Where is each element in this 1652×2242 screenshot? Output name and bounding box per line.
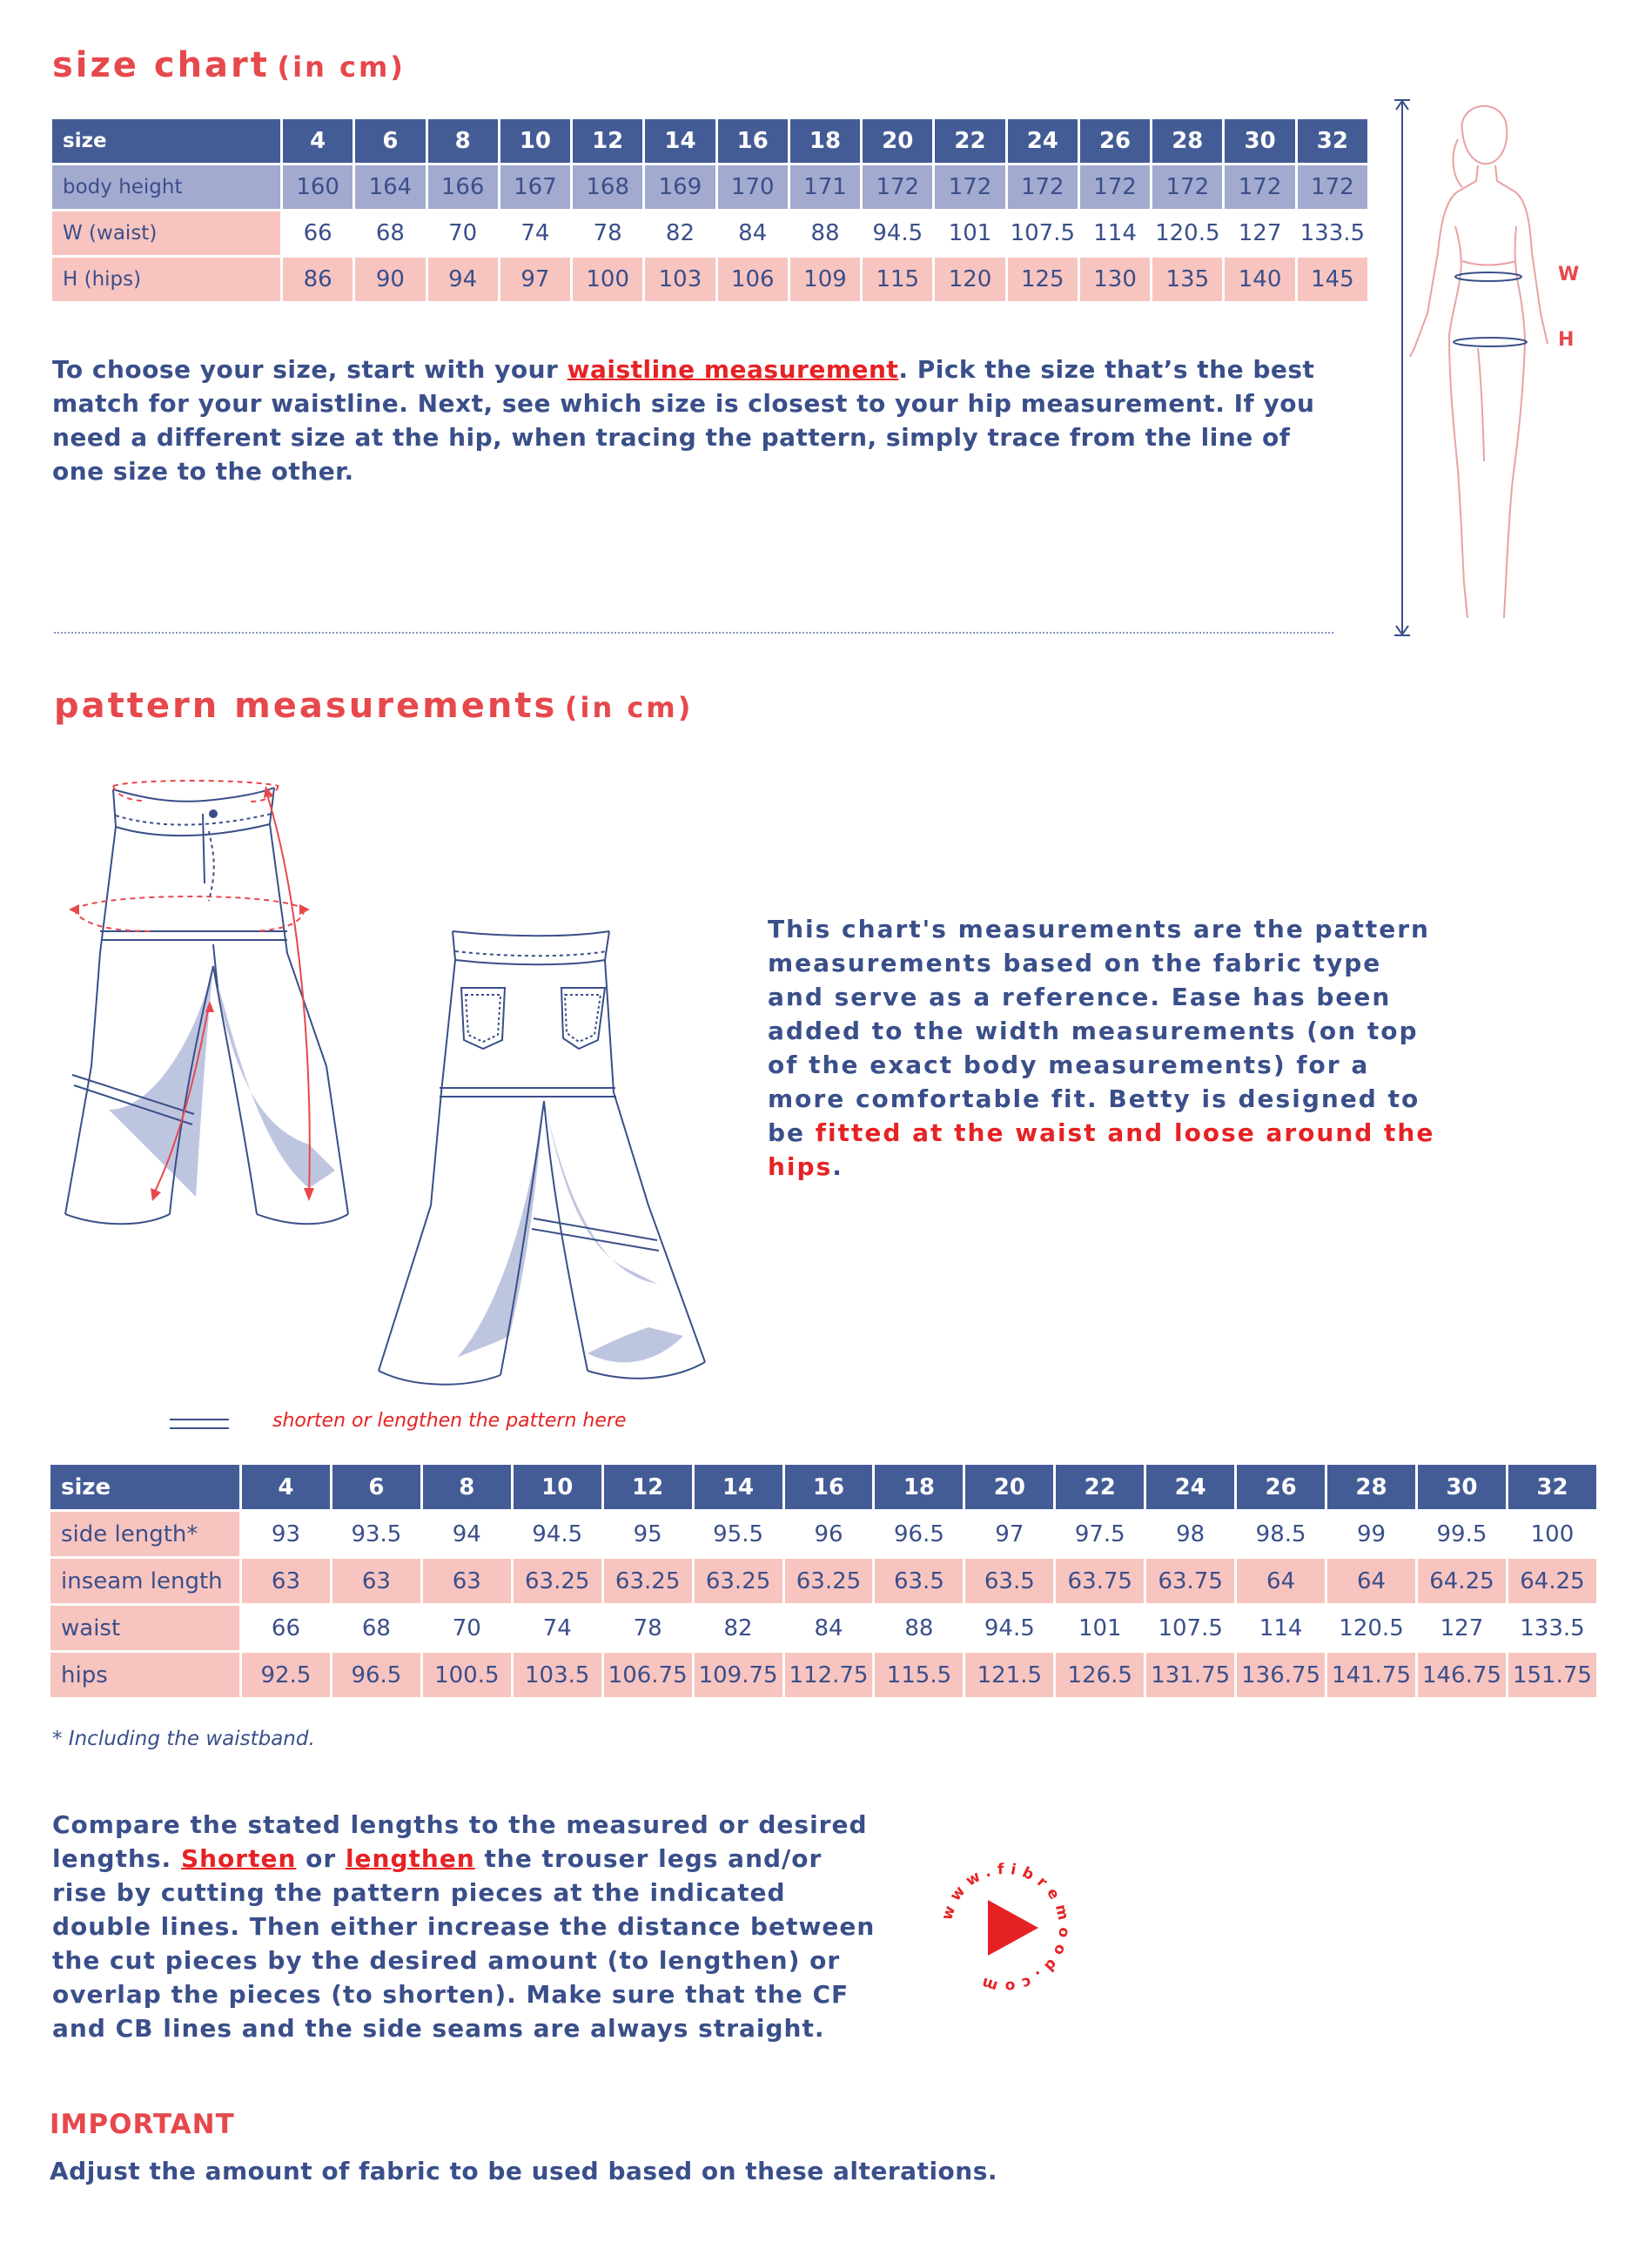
table-cell: 151.75 (1507, 1652, 1597, 1699)
table-cell: 70 (426, 211, 499, 257)
table-cell: 63.5 (964, 1558, 1055, 1605)
table-cell: 93.5 (331, 1511, 421, 1558)
pattern-header-row (50, 1464, 1598, 1511)
table-cell: 90 (354, 257, 426, 303)
table-cell: 64.25 (1416, 1558, 1507, 1605)
table-cell: 93 (241, 1511, 332, 1558)
logo-circular-text: www.fibremood.com (938, 1860, 1073, 1996)
table-cell: 95.5 (693, 1511, 783, 1558)
table-cell: 172 (1224, 164, 1296, 211)
table-cell: 103.5 (512, 1652, 602, 1699)
table-cell: 121.5 (964, 1652, 1055, 1699)
size-header-row (51, 118, 1369, 164)
shorten-lengthen-legend-icon (170, 1419, 229, 1429)
table-cell: 63.25 (783, 1558, 874, 1605)
important-text: Adjust the amount of fabric to be used based on these alterations. (50, 2157, 998, 2185)
table-cell: 115.5 (874, 1652, 964, 1699)
table-cell: 84 (716, 211, 789, 257)
play-triangle-icon (988, 1900, 1038, 1956)
size-header-label: size (51, 118, 282, 164)
row-label: inseam length (50, 1558, 241, 1605)
table-cell: 172 (862, 164, 934, 211)
alterations-or: or (296, 1844, 346, 1873)
table-cell: 106 (716, 257, 789, 303)
table-cell: 170 (716, 164, 789, 211)
table-footnote: * Including the waistband. (52, 1728, 315, 1750)
pattern-measurements-title (54, 686, 693, 726)
table-cell: 94 (421, 1511, 512, 1558)
table-cell: 63.75 (1145, 1558, 1236, 1605)
row-label: H (hips) (51, 257, 282, 303)
table-cell: 96.5 (331, 1652, 421, 1699)
size-header-cell: 30 (1416, 1464, 1507, 1511)
table-cell: 78 (602, 1605, 693, 1652)
table-cell: 127 (1416, 1605, 1507, 1652)
table-cell: 107.5 (1006, 211, 1078, 257)
waist-row (50, 1605, 1598, 1652)
size-header-cell: 10 (512, 1464, 602, 1511)
pattern-description-part2: . (832, 1152, 843, 1181)
table-cell: 135 (1152, 257, 1224, 303)
size-header-cell: 14 (693, 1464, 783, 1511)
table-cell: 115 (862, 257, 934, 303)
inseam-length-row (50, 1558, 1598, 1605)
table-cell: 140 (1224, 257, 1296, 303)
size-chart-unit: (in cm) (277, 50, 406, 84)
side-length-row (50, 1511, 1598, 1558)
hips-row (50, 1652, 1598, 1699)
row-label: hips (50, 1652, 241, 1699)
table-cell: 169 (644, 164, 716, 211)
table-cell: 82 (644, 211, 716, 257)
table-cell: 172 (1296, 164, 1368, 211)
table-cell: 64 (1326, 1558, 1417, 1605)
table-cell: 92.5 (241, 1652, 332, 1699)
alterations-line1: Compare the stated lengths to the measured or desired lengths. (52, 1810, 868, 1873)
row-label: body height (51, 164, 282, 211)
table-cell: 97 (499, 257, 571, 303)
table-cell: 145 (1296, 257, 1368, 303)
size-header-cell: 6 (331, 1464, 421, 1511)
table-cell: 96 (783, 1511, 874, 1558)
play-logo-icon (927, 1849, 1084, 2006)
size-header-cell: 8 (421, 1464, 512, 1511)
table-cell: 63.5 (874, 1558, 964, 1605)
pattern-title-text: pattern measurements (54, 686, 558, 726)
table-cell: 120 (934, 257, 1006, 303)
table-cell: 63.25 (512, 1558, 602, 1605)
row-label: side length* (50, 1511, 241, 1558)
size-header-cell: 24 (1145, 1464, 1236, 1511)
size-header-cell: 30 (1224, 118, 1296, 164)
size-intro-part1: To choose your size, start with your (52, 355, 567, 384)
table-cell: 94.5 (512, 1511, 602, 1558)
table-cell: 74 (499, 211, 571, 257)
alterations-paragraph (52, 1808, 879, 2045)
table-cell: 101 (934, 211, 1006, 257)
table-cell: 97.5 (1055, 1511, 1145, 1558)
table-cell: 99 (1326, 1511, 1417, 1558)
table-cell: 100 (1507, 1511, 1597, 1558)
table-cell: 114 (1078, 211, 1151, 257)
table-cell: 64.25 (1507, 1558, 1597, 1605)
table-cell: 109 (789, 257, 861, 303)
size-header-cell: 22 (934, 118, 1006, 164)
table-cell: 63.75 (1055, 1558, 1145, 1605)
size-intro-part2: . Pick the size that’s the best match for your waistline. Next, see which size is closest to your hip measurement. If you need a different size at the hip, when tracing the pattern, simply trace from the line of one size to the other. (52, 355, 1315, 486)
fibremood-logo[interactable] (927, 1849, 1084, 2006)
table-cell: 114 (1236, 1605, 1326, 1652)
alterations-rest: the trouser legs and/or rise by cutting the pattern pieces at the indicated double lines. Then either increase the distance between the cut pieces by the desired amount (to lengthen) or overlap the pieces (to shorten). Make sure that the CF and CB lines and the side seams are always straight. (52, 1844, 876, 2043)
table-cell: 66 (241, 1605, 332, 1652)
table-cell: 130 (1078, 257, 1151, 303)
size-header-cell: 8 (426, 118, 499, 164)
button-icon (209, 809, 218, 818)
size-header-cell: 18 (789, 118, 861, 164)
table-cell: 164 (354, 164, 426, 211)
table-cell: 74 (512, 1605, 602, 1652)
table-cell: 101 (1055, 1605, 1145, 1652)
pattern-header-label: size (50, 1464, 241, 1511)
waist-ellipse (1455, 272, 1521, 281)
size-header-cell: 4 (241, 1464, 332, 1511)
size-chart-table (50, 117, 1370, 304)
size-header-cell: 26 (1078, 118, 1151, 164)
section-divider (54, 632, 1333, 634)
lengthen-link[interactable]: lengthen (345, 1844, 475, 1873)
table-cell: 68 (354, 211, 426, 257)
table-cell: 88 (789, 211, 861, 257)
size-header-cell: 18 (874, 1464, 964, 1511)
table-cell: 168 (572, 164, 644, 211)
row-label: waist (50, 1605, 241, 1652)
table-cell: 120.5 (1326, 1605, 1417, 1652)
table-cell: 68 (331, 1605, 421, 1652)
size-header-cell: 22 (1055, 1464, 1145, 1511)
hips-ellipse (1454, 338, 1527, 346)
table-cell: 94.5 (862, 211, 934, 257)
table-cell: 99.5 (1416, 1511, 1507, 1558)
shorten-lengthen-legend-text: shorten or lengthen the pattern here (272, 1410, 627, 1432)
size-chart-title (52, 45, 406, 85)
row-label: W (waist) (51, 211, 282, 257)
size-header-cell: 16 (716, 118, 789, 164)
size-header-cell: 14 (644, 118, 716, 164)
table-cell: 166 (426, 164, 499, 211)
table-cell: 126.5 (1055, 1652, 1145, 1699)
table-cell: 133.5 (1296, 211, 1368, 257)
hips-row (51, 257, 1369, 303)
table-cell: 86 (282, 257, 354, 303)
table-cell: 63.25 (693, 1558, 783, 1605)
height-arrow (1394, 100, 1410, 635)
table-cell: 64 (1236, 1558, 1326, 1605)
table-cell: 100 (572, 257, 644, 303)
table-cell: 103 (644, 257, 716, 303)
size-header-cell: 12 (572, 118, 644, 164)
size-header-cell: 12 (602, 1464, 693, 1511)
table-cell: 112.75 (783, 1652, 874, 1699)
table-cell: 133.5 (1507, 1605, 1597, 1652)
table-cell: 172 (1006, 164, 1078, 211)
table-cell: 120.5 (1152, 211, 1224, 257)
table-cell: 82 (693, 1605, 783, 1652)
table-cell: 172 (1078, 164, 1151, 211)
table-cell: 94 (426, 257, 499, 303)
size-header-cell: 32 (1507, 1464, 1597, 1511)
table-cell: 136.75 (1236, 1652, 1326, 1699)
size-header-cell: 20 (964, 1464, 1055, 1511)
table-cell: 141.75 (1326, 1652, 1417, 1699)
table-cell: 63 (421, 1558, 512, 1605)
table-cell: 109.75 (693, 1652, 783, 1699)
size-header-cell: 28 (1326, 1464, 1417, 1511)
table-cell: 70 (421, 1605, 512, 1652)
waistline-measurement-link[interactable]: waistline measurement (567, 355, 899, 384)
table-cell: 127 (1224, 211, 1296, 257)
table-cell: 171 (789, 164, 861, 211)
trousers-front-illustration (48, 779, 379, 1258)
waist-row (51, 211, 1369, 257)
table-cell: 84 (783, 1605, 874, 1652)
table-cell: 146.75 (1416, 1652, 1507, 1699)
pattern-description (768, 912, 1447, 1184)
table-cell: 98 (1145, 1511, 1236, 1558)
size-header-cell: 6 (354, 118, 426, 164)
table-cell: 125 (1006, 257, 1078, 303)
size-header-cell: 28 (1152, 118, 1224, 164)
table-cell: 88 (874, 1605, 964, 1652)
table-cell: 95 (602, 1511, 693, 1558)
table-cell: 106.75 (602, 1652, 693, 1699)
woman-figure-outline (1410, 106, 1548, 618)
pattern-title-unit: (in cm) (564, 691, 694, 724)
table-cell: 63 (241, 1558, 332, 1605)
table-cell: 131.75 (1145, 1652, 1236, 1699)
waist-label: W (1558, 264, 1580, 285)
table-cell: 98.5 (1236, 1511, 1326, 1558)
table-cell: 63.25 (602, 1558, 693, 1605)
table-cell: 94.5 (964, 1605, 1055, 1652)
trousers-back-illustration (370, 918, 709, 1388)
size-header-cell: 26 (1236, 1464, 1326, 1511)
size-header-cell: 16 (783, 1464, 874, 1511)
size-header-cell: 24 (1006, 118, 1078, 164)
size-header-cell: 10 (499, 118, 571, 164)
table-cell: 160 (282, 164, 354, 211)
table-cell: 96.5 (874, 1511, 964, 1558)
table-cell: 107.5 (1145, 1605, 1236, 1652)
table-cell: 172 (934, 164, 1006, 211)
table-cell: 100.5 (421, 1652, 512, 1699)
size-header-cell: 32 (1296, 118, 1368, 164)
body-height-row (51, 164, 1369, 211)
table-cell: 78 (572, 211, 644, 257)
hips-label: H (1558, 329, 1575, 351)
table-cell: 63 (331, 1558, 421, 1605)
table-cell: 97 (964, 1511, 1055, 1558)
pattern-measurements-table (48, 1462, 1599, 1700)
size-intro-paragraph (52, 352, 1340, 488)
shorten-link[interactable]: Shorten (180, 1844, 297, 1873)
table-cell: 172 (1152, 164, 1224, 211)
size-chart-title-text: size chart (52, 45, 270, 85)
table-cell: 167 (499, 164, 571, 211)
pattern-description-highlight: fitted at the waist and loose around the hips (768, 1118, 1435, 1181)
size-header-cell: 20 (862, 118, 934, 164)
important-heading: IMPORTANT (50, 2109, 235, 2140)
size-header-cell: 4 (282, 118, 354, 164)
body-figure-illustration (1375, 96, 1610, 644)
table-cell: 66 (282, 211, 354, 257)
pattern-description-part1: This chart's measurements are the pattern measurements based on the fabric type and serve as a reference. Ease has been added to the width measurements (on top of the exact body measurements) for a more comfortable fit. Betty is designed to be (768, 915, 1430, 1147)
